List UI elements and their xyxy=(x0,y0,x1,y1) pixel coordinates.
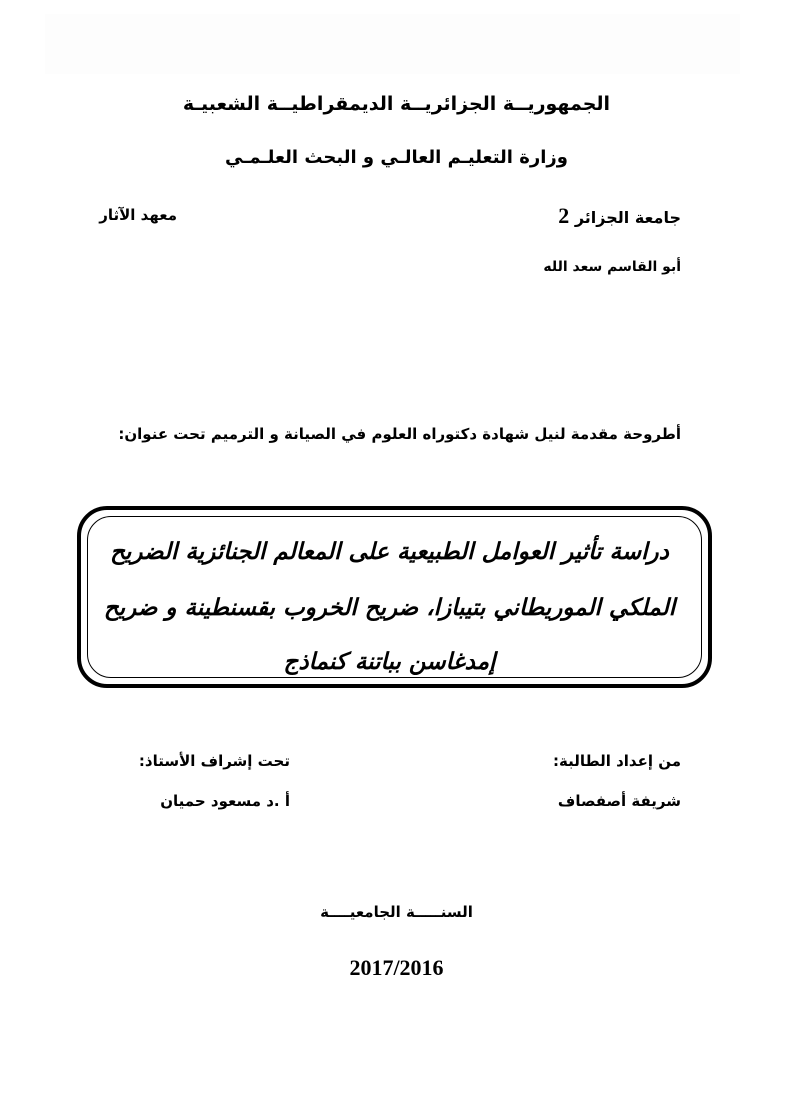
thesis-intro: أطروحة مقدمة لنيل شهادة دكتوراه العلوم في الصيانة و الترميم تحت عنوان: xyxy=(118,425,681,443)
thesis-title-line-3: إمدغاسن بباتنة كنماذج xyxy=(283,648,496,675)
student-name: شريفة أصفصاف xyxy=(557,792,681,810)
ministry-heading: وزارة التعليـم العالـي و البحث العلـمـي xyxy=(225,147,568,168)
scan-header-shade xyxy=(45,14,740,74)
thesis-title-box xyxy=(77,506,712,688)
supervisor-name: أ .د مسعود حميان xyxy=(160,792,290,810)
university-subtitle: أبو القاسم سعد الله xyxy=(543,259,681,275)
student-label: من إعداد الطالبة: xyxy=(553,752,681,770)
thesis-title-line-1: دراسة تأثير العوامل الطبيعية على المعالم الجنائزية الضريح xyxy=(110,538,669,565)
academic-year-label: السنـــــة الجامعيــــة xyxy=(320,903,473,921)
academic-year-value: 2017/2016 xyxy=(349,955,444,980)
university-name-text: جامعة الجزائر xyxy=(574,208,681,227)
university-name xyxy=(558,203,681,229)
supervisor-label: تحت إشراف الأستاذ: xyxy=(138,752,290,770)
republic-heading: الجمهوريــة الجزائريــة الديمقراطيــة الشعبيـة xyxy=(182,93,611,115)
institute-name: معهد الآثار xyxy=(99,206,177,224)
university-number: 2 xyxy=(558,203,570,228)
thesis-title-line-2: الملكي الموريطاني بتيبازا، ضريح الخروب بقسنطينة و ضريح xyxy=(103,594,676,621)
